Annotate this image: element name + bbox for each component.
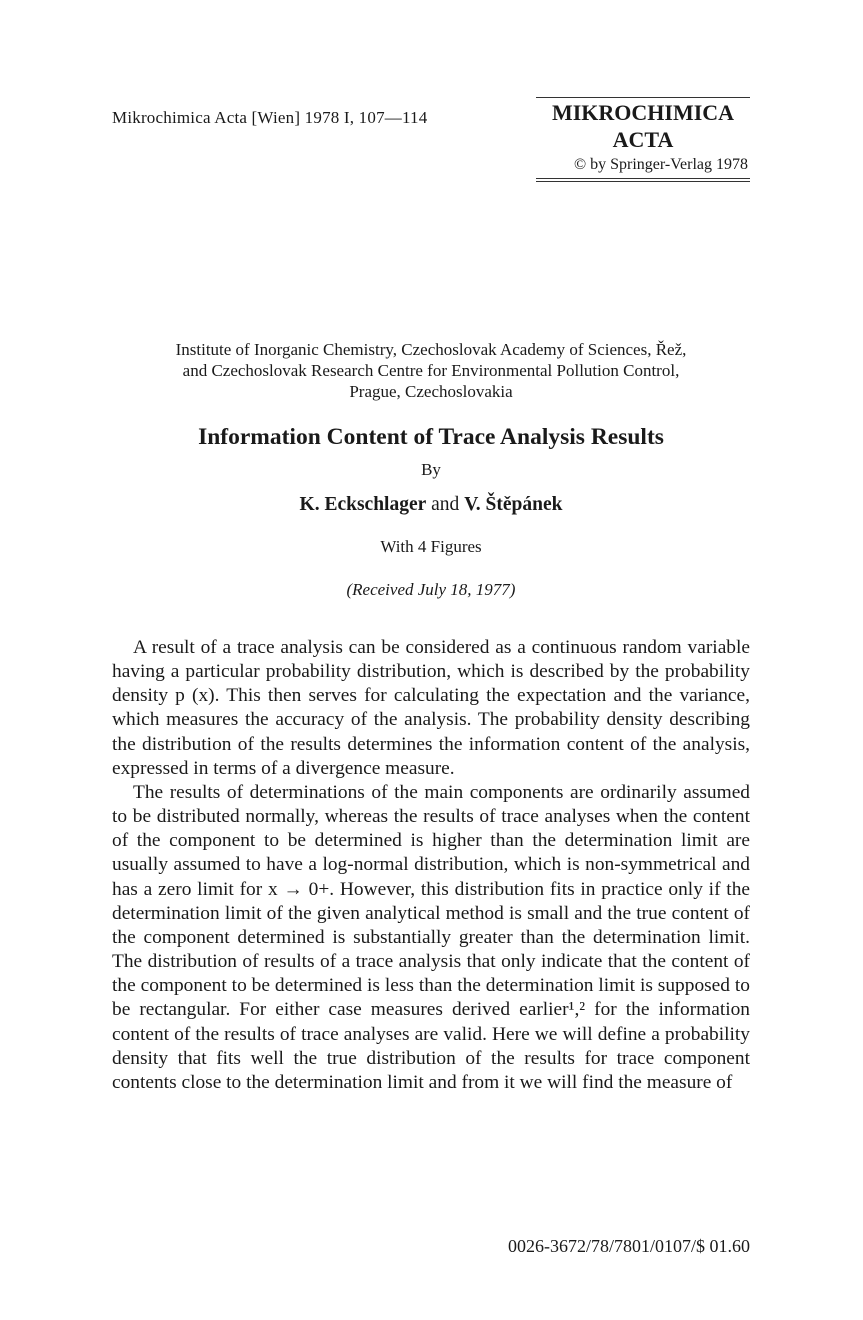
affiliation-line: Prague, Czechoslovakia xyxy=(349,382,513,401)
by-line: By xyxy=(421,460,441,479)
body-text xyxy=(112,636,750,1095)
masthead-top-rule xyxy=(536,97,750,98)
article-code: 0026-3672/78/7801/0107/$ 01.60 xyxy=(508,1236,750,1256)
figures-note: With 4 Figures xyxy=(380,537,482,556)
author-name: V. Štěpánek xyxy=(464,494,563,515)
paragraph: A result of a trace analysis can be considered as a continuous random variable having a particular probability distribution, which is described by the probability density p (x). This then serves for calculating the expectation and the variance, which measures the accuracy of the analysis. The probability density describing the distribution of the results determines the information content of the analysis, expressed in terms of a divergence measure. xyxy=(112,637,750,779)
article-title: Information Content of Trace Analysis Results xyxy=(198,424,664,450)
affiliation-line: Institute of Inorganic Chemistry, Czechoslovak Academy of Sciences, Řež, xyxy=(175,340,687,359)
affiliation xyxy=(110,339,752,402)
journal-reference: Mikrochimica Acta [Wien] 1978 I, 107—114 xyxy=(112,108,428,127)
affiliation-line: and Czechoslovak Research Centre for Environmental Pollution Control, xyxy=(182,361,680,380)
copyright-notice: © by Springer-Verlag 1978 xyxy=(573,156,748,173)
masthead-name-line2: ACTA xyxy=(612,127,674,152)
paragraph: The results of determinations of the main components are ordinarily assumed to be distributed normally, whereas the results of trace analyses when the content of the component to be determined is higher than the determination limit are usually assumed to have a log-normal distribution, which is non-symmetrical and has a zero limit for x → 0+. However, this distribution fits in practice only if the determination limit of the given analytical method is small and the true content of the component determined is substantially greater than the determination limit. The distribution of results of a trace analysis that only indicate that the content of the component to be determined is less than the determination limit is supposed to be rectangular. For either case measures derived earlier¹,² for the information content of the results of trace analyses are valid. Here we will define a probability density that fits well the true distribution of the results for trace component contents close to the determination limit and from it we will find the measure of xyxy=(112,781,750,1093)
author-name: K. Eckschlager xyxy=(299,494,427,515)
received-date: (Received July 18, 1977) xyxy=(346,580,516,599)
masthead-bottom-rule xyxy=(536,178,750,182)
journal-masthead xyxy=(536,97,750,182)
author-conjunction: and xyxy=(431,494,460,515)
masthead-name-line1: MIKROCHIMICA xyxy=(551,100,735,125)
authors xyxy=(110,494,752,516)
